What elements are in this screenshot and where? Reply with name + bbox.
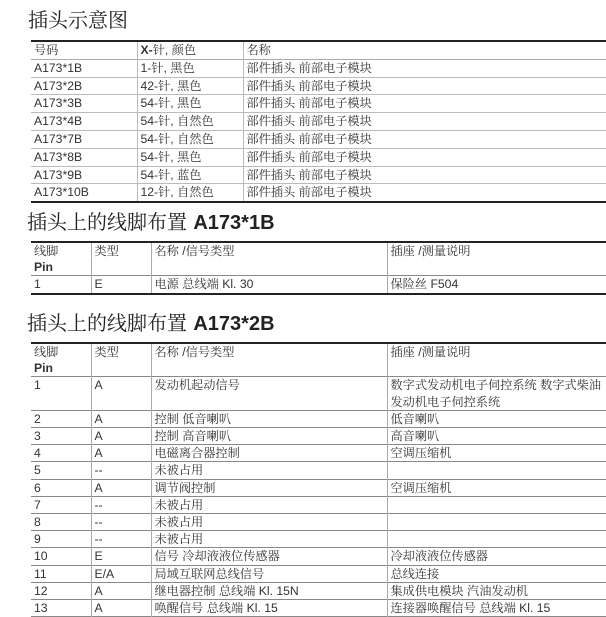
- socket-note: 空调压缩机: [387, 479, 606, 496]
- layout2-title-prefix: 插头上的线脚布置: [27, 311, 187, 335]
- connector-code: A173*10B: [34, 185, 89, 200]
- table-row: [31, 77, 606, 95]
- socket-header: 插座 /测量说明: [387, 242, 606, 276]
- table-row: [31, 166, 606, 184]
- socket-note: [387, 462, 606, 479]
- pin-number: 11: [34, 566, 47, 581]
- pin-number: 5: [34, 463, 41, 478]
- connector-code: A173*2B: [34, 78, 83, 93]
- pin-type: A: [91, 377, 151, 410]
- socket-note: 保险丝 F504: [387, 276, 606, 294]
- table-row: [31, 600, 606, 617]
- pin-number: 2: [34, 411, 41, 426]
- pin-number: 1: [34, 277, 41, 292]
- pin-layout-table-1b: [31, 241, 606, 295]
- table-row: [31, 462, 606, 479]
- pin-number: 7: [34, 497, 41, 512]
- overview-title: 插头示意图: [28, 8, 128, 32]
- table-row: [31, 565, 606, 582]
- pins-color: 42-针, 黑色: [137, 77, 243, 95]
- connector-code: A173*7B: [34, 131, 83, 146]
- layout2-title-code: A173*2B: [193, 313, 275, 335]
- pins-header-prefix: X-: [140, 43, 153, 57]
- signal-name: 未被占用: [151, 531, 387, 548]
- layout1-title: [27, 206, 275, 235]
- pins-color-header: [137, 41, 243, 59]
- pin-header: [31, 242, 91, 276]
- table-row: [31, 582, 606, 599]
- pin-number: 9: [34, 532, 41, 547]
- table-row: [31, 95, 606, 113]
- pin-type: --: [91, 462, 151, 479]
- pins-color: 54-针, 黑色: [137, 95, 243, 113]
- pin-number: 8: [34, 515, 41, 530]
- component-name: 部件插头 前部电子模块: [243, 113, 606, 131]
- socket-note: [387, 496, 606, 513]
- pin-header-row: [31, 343, 606, 377]
- signal-name: 未被占用: [151, 462, 387, 479]
- component-name: 部件插头 前部电子模块: [243, 59, 606, 77]
- signal-name: 唤醒信号 总线端 Kl. 15: [151, 600, 387, 617]
- pin-type: --: [91, 531, 151, 548]
- socket-note: 高音喇叭: [387, 428, 606, 445]
- pins-color: 1-针, 黑色: [137, 59, 243, 77]
- pin-type: A: [91, 410, 151, 427]
- pin-number: 4: [34, 446, 41, 461]
- pins-color: 54-针, 自然色: [137, 113, 243, 131]
- pin-type: A: [91, 445, 151, 462]
- table-row: [31, 445, 606, 462]
- pin-number: 6: [34, 480, 41, 495]
- connector-code: A173*8B: [34, 149, 83, 164]
- type-header: 类型: [91, 343, 151, 377]
- table-row: [31, 276, 606, 294]
- type-header: 类型: [91, 242, 151, 276]
- pin-type: --: [91, 496, 151, 513]
- pin-type: A: [91, 479, 151, 496]
- pin-header-row: [31, 242, 606, 276]
- signal-name: 未被占用: [151, 496, 387, 513]
- pin-type: A: [91, 582, 151, 599]
- connector-code: A173*1B: [34, 60, 83, 75]
- connector-code: A173*3B: [34, 96, 83, 111]
- pins-header-text: 针, 颜色: [152, 43, 197, 57]
- signal-name: 调节阀控制: [151, 479, 387, 496]
- pin-type: E/A: [91, 565, 151, 582]
- signal-header: 名称 /信号类型: [151, 242, 387, 276]
- socket-note: 数字式发动机电子伺控系统 数字式柴油发动机电子伺控系统: [387, 377, 606, 410]
- component-name: 部件插头 前部电子模块: [243, 95, 606, 113]
- socket-note: 冷却液液位传感器: [387, 548, 606, 565]
- pin-number: 10: [34, 549, 48, 564]
- socket-note: 总线连接: [387, 565, 606, 582]
- connector-code: A173*9B: [34, 167, 83, 182]
- table-row: [31, 130, 606, 148]
- signal-name: 未被占用: [151, 514, 387, 531]
- component-name: 部件插头 前部电子模块: [243, 130, 606, 148]
- pin-header-en: Pin: [34, 361, 53, 376]
- table-row: [31, 410, 606, 427]
- code-header: 号码: [34, 43, 59, 57]
- pins-color: 54-针, 自然色: [137, 130, 243, 148]
- table-row: [31, 184, 606, 202]
- table-row: [31, 377, 606, 410]
- connector-overview-table: [31, 40, 606, 203]
- socket-note: 低音喇叭: [387, 410, 606, 427]
- pin-number: 1: [34, 378, 41, 393]
- pin-layout-table-2b: [31, 342, 606, 617]
- table-row: [31, 59, 606, 77]
- signal-name: 信号 冷却液液位传感器: [151, 548, 387, 565]
- table-row: [31, 479, 606, 496]
- component-name: 部件插头 前部电子模块: [243, 166, 606, 184]
- signal-name: 控制 低音喇叭: [151, 410, 387, 427]
- pin-number: 3: [34, 429, 41, 444]
- signal-name: 继电器控制 总线端 Kl. 15N: [151, 582, 387, 599]
- pins-color: 54-针, 黑色: [137, 148, 243, 166]
- pin-number: 12: [34, 583, 48, 598]
- pin-header-cn: 线脚: [34, 244, 59, 258]
- connector-code: A173*4B: [34, 114, 83, 129]
- table-row: [31, 514, 606, 531]
- signal-name: 电磁离合器控制: [151, 445, 387, 462]
- signal-name: 发动机起动信号: [151, 377, 387, 410]
- table-row: [31, 548, 606, 565]
- layout1-title-prefix: 插头上的线脚布置: [27, 210, 187, 234]
- table-row: [31, 113, 606, 131]
- pin-header-en: Pin: [34, 260, 53, 275]
- socket-header: 插座 /测量说明: [387, 343, 606, 377]
- socket-note: [387, 514, 606, 531]
- pin-type: A: [91, 600, 151, 617]
- pins-color: 12-针, 自然色: [137, 184, 243, 202]
- layout1-title-code: A173*1B: [193, 212, 275, 234]
- socket-note: 集成供电模块 汽油发动机: [387, 582, 606, 599]
- socket-note: [387, 531, 606, 548]
- signal-name: 电源 总线端 Kl. 30: [151, 276, 387, 294]
- pin-type: A: [91, 428, 151, 445]
- signal-name: 局域互联网总线信号: [151, 565, 387, 582]
- table-row: [31, 428, 606, 445]
- pins-color: 54-针, 蓝色: [137, 166, 243, 184]
- signal-header: 名称 /信号类型: [151, 343, 387, 377]
- pin-header-cn: 线脚: [34, 345, 59, 359]
- pin-type: E: [91, 276, 151, 294]
- component-name: 部件插头 前部电子模块: [243, 77, 606, 95]
- pin-number: 13: [34, 601, 48, 616]
- socket-note: 连接器唤醒信号 总线端 Kl. 15: [387, 600, 606, 617]
- table-row: [31, 531, 606, 548]
- overview-header-row: [31, 41, 606, 59]
- socket-note: 空调压缩机: [387, 445, 606, 462]
- component-name: 部件插头 前部电子模块: [243, 148, 606, 166]
- table-row: [31, 148, 606, 166]
- table-row: [31, 496, 606, 513]
- signal-name: 控制 高音喇叭: [151, 428, 387, 445]
- pin-type: E: [91, 548, 151, 565]
- component-name: 部件插头 前部电子模块: [243, 184, 606, 202]
- pin-header: [31, 343, 91, 377]
- name-header: 名称: [243, 41, 606, 59]
- layout2-title: [27, 307, 275, 336]
- pin-type: --: [91, 514, 151, 531]
